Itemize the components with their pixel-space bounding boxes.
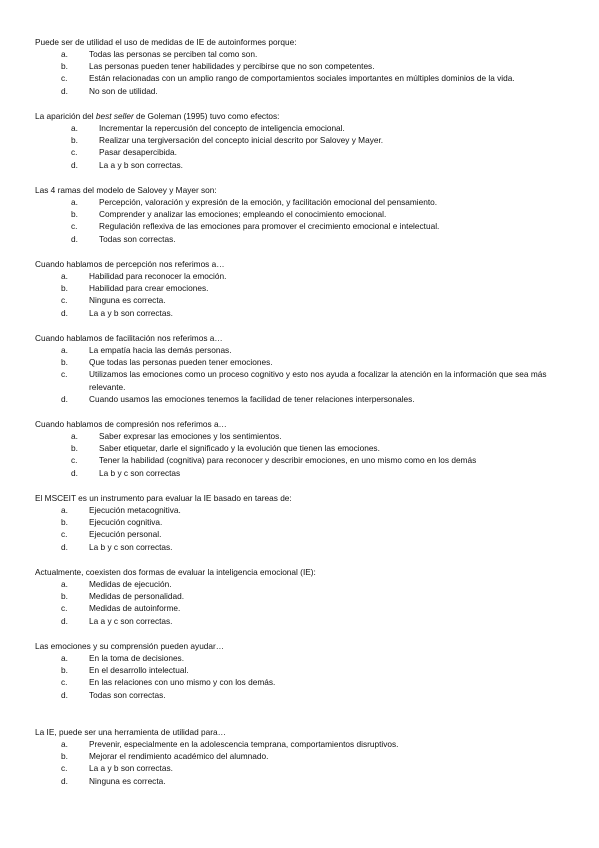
option-letter: c. (61, 603, 68, 614)
option-letter: d. (71, 233, 78, 244)
option-text: Las personas pueden tener habilidades y percibirse que no son competentes. (89, 61, 375, 72)
option-letter: a. (71, 431, 78, 441)
option-letter: d. (71, 159, 78, 170)
option-text: La b y c son correctas (99, 467, 181, 478)
option-letter: a. (61, 653, 68, 663)
option-text: Saber etiquetar, darle el significado y la evolución que tienen las emociones. (99, 443, 380, 454)
option-letter: a. (61, 579, 68, 589)
option-c (35, 528, 575, 540)
option-c (35, 454, 575, 466)
option-a (35, 578, 575, 590)
question-5 (35, 332, 575, 405)
option-b (35, 442, 575, 454)
option-text: Habilidad para crear emociones. (89, 283, 209, 294)
option-a (35, 48, 575, 60)
option-c (35, 602, 575, 614)
option-c (35, 72, 575, 84)
question-3 (35, 184, 575, 245)
question-title: Cuando hablamos de compresión nos referimos a… (35, 419, 227, 429)
question-title: Las emociones y su comprensión pueden ayudar… (35, 641, 225, 651)
option-b (35, 664, 575, 676)
option-text: Están relacionadas con un amplio rango de comportamientos sociales importantes en múltiples dominios de la vida. (89, 73, 515, 84)
option-a (35, 270, 575, 282)
option-b (35, 208, 575, 220)
option-a (35, 344, 575, 356)
option-text: Habilidad para reconocer la emoción. (89, 271, 227, 281)
option-letter: b. (61, 591, 68, 602)
question-2 (35, 110, 575, 171)
option-text: En el desarrollo intelectual. (89, 665, 189, 676)
option-letter: b. (61, 751, 68, 762)
option-d (35, 159, 575, 171)
option-c (35, 368, 575, 392)
option-letter: a. (61, 505, 68, 515)
option-letter: b. (71, 135, 78, 146)
option-text: Ninguna es correcta. (89, 295, 166, 306)
question-title: Actualmente, coexisten dos formas de evaluar la inteligencia emocional (IE): (35, 567, 316, 577)
option-a (35, 652, 575, 664)
question-6 (35, 418, 575, 479)
option-b (35, 356, 575, 368)
option-letter: a. (61, 739, 68, 749)
option-d (35, 233, 575, 245)
option-letter: d. (61, 393, 68, 404)
title-emphasis: best seller (95, 111, 134, 121)
option-text: Utilizamos las emociones como un proceso cognitivo y esto nos ayuda a focalizar la atención en la información que sea más relevante. (89, 369, 547, 392)
option-text: Realizar una tergiversación del concepto inicial descrito por Salovey y Mayer. (99, 135, 384, 146)
question-10 (35, 726, 575, 787)
option-letter: b. (71, 209, 78, 220)
option-letter: b. (61, 61, 68, 72)
option-c (35, 146, 575, 158)
option-letter: c. (61, 677, 68, 688)
option-text: Mejorar el rendimiento académico del alumnado. (89, 751, 269, 762)
question-8 (35, 566, 575, 627)
option-letter: d. (71, 467, 78, 478)
option-text: Ninguna es correcta. (89, 775, 166, 786)
option-letter: d. (61, 689, 68, 700)
option-d (35, 467, 575, 479)
option-text: La a y b son correctas. (99, 159, 183, 170)
option-letter: b. (61, 665, 68, 676)
option-text: La b y c son correctas. (89, 541, 173, 552)
option-text: Incrementar la repercusión del concepto de inteligencia emocional. (99, 123, 345, 133)
option-letter: d. (61, 615, 68, 626)
option-c (35, 676, 575, 688)
question-title: El MSCEIT es un instrumento para evaluar la IE basado en tareas de: (35, 493, 292, 503)
option-letter: c. (61, 73, 68, 84)
question-title: Las 4 ramas del modelo de Salovey y Mayer son: (35, 185, 217, 195)
option-b (35, 590, 575, 602)
option-text: Que todas las personas pueden tener emociones. (89, 357, 273, 368)
option-letter: b. (61, 357, 68, 368)
option-letter: c. (61, 529, 68, 540)
question-title: Puede ser de utilidad el uso de medidas de IE de autoinformes porque: (35, 37, 297, 47)
option-text: Percepción, valoración y expresión de la emoción, y facilitación emocional del pensamiento. (99, 197, 438, 207)
option-a (35, 504, 575, 516)
option-text: La a y b son correctas. (89, 307, 173, 318)
option-text: Todas son correctas. (99, 233, 176, 244)
option-d (35, 689, 575, 701)
question-title: Cuando hablamos de percepción nos referimos a… (35, 259, 225, 269)
question-7 (35, 492, 575, 553)
option-text: La a y b son correctas. (89, 763, 173, 774)
option-text: Medidas de personalidad. (89, 591, 185, 602)
option-text: Prevenir, especialmente en la adolescencia temprana, comportamientos disruptivos. (89, 739, 399, 749)
option-a (35, 430, 575, 442)
option-letter: d. (61, 541, 68, 552)
option-letter: c. (61, 763, 68, 774)
option-text: Ejecución cognitiva. (89, 517, 163, 528)
option-text: No son de utilidad. (89, 85, 158, 96)
option-b (35, 516, 575, 528)
option-a (35, 738, 575, 750)
option-a (35, 196, 575, 208)
option-text: Comprender y analizar las emociones; empleando el conocimiento emocional. (99, 209, 387, 220)
option-letter: a. (61, 345, 68, 355)
option-letter: a. (61, 49, 68, 59)
option-b (35, 282, 575, 294)
option-letter: d. (61, 307, 68, 318)
question-9 (35, 640, 575, 701)
option-d (35, 307, 575, 319)
question-1 (35, 36, 575, 97)
option-text: Medidas de ejecución. (89, 579, 172, 589)
option-d (35, 85, 575, 97)
option-text: Saber expresar las emociones y los sentimientos. (99, 431, 282, 441)
option-text: Ejecución personal. (89, 529, 162, 540)
option-text: Cuando usamos las emociones tenemos la facilidad de tener relaciones interpersonales. (89, 393, 415, 404)
option-letter: a. (61, 271, 68, 281)
option-d (35, 393, 575, 405)
option-b (35, 60, 575, 72)
option-letter: c. (71, 455, 78, 466)
option-letter: d. (61, 85, 68, 96)
option-letter: b. (71, 443, 78, 454)
option-letter: b. (61, 517, 68, 528)
option-text: Pasar desapercibida. (99, 147, 177, 158)
option-c (35, 220, 575, 232)
option-text: Todas son correctas. (89, 689, 166, 700)
question-title (35, 110, 575, 122)
question-title: Cuando hablamos de facilitación nos referimos a… (35, 333, 223, 343)
option-text: Regulación reflexiva de las emociones para promover el crecimiento emocional e intelectual. (99, 221, 440, 232)
question-4 (35, 258, 575, 319)
option-a (35, 122, 575, 134)
option-text: La empatía hacia las demás personas. (89, 345, 232, 355)
option-letter: a. (71, 197, 78, 207)
option-letter: c. (71, 221, 78, 232)
option-text: Ejecución metacognitiva. (89, 505, 181, 515)
option-letter: a. (71, 123, 78, 133)
option-b (35, 134, 575, 146)
option-letter: d. (61, 775, 68, 786)
option-text: Medidas de autoinforme. (89, 603, 181, 614)
option-text: Todas las personas se perciben tal como son. (89, 49, 258, 59)
option-d (35, 615, 575, 627)
option-d (35, 541, 575, 553)
option-text: En la toma de decisiones. (89, 653, 185, 663)
title-text: de Goleman (1995) tuvo como efectos: (133, 111, 280, 121)
option-text: En las relaciones con uno mismo y con los demás. (89, 677, 276, 688)
option-c (35, 294, 575, 306)
title-text: La aparición del (35, 111, 96, 121)
option-text: La a y c son correctas. (89, 615, 173, 626)
option-b (35, 750, 575, 762)
option-d (35, 775, 575, 787)
option-letter: c. (61, 295, 68, 306)
option-letter: c. (71, 147, 78, 158)
option-letter: c. (61, 369, 68, 380)
question-title: La IE, puede ser una herramienta de utilidad para… (35, 727, 226, 737)
option-c (35, 762, 575, 774)
option-text: Tener la habilidad (cognitiva) para reconocer y describir emociones, en uno mismo como en los demás (99, 455, 477, 466)
option-letter: b. (61, 283, 68, 294)
